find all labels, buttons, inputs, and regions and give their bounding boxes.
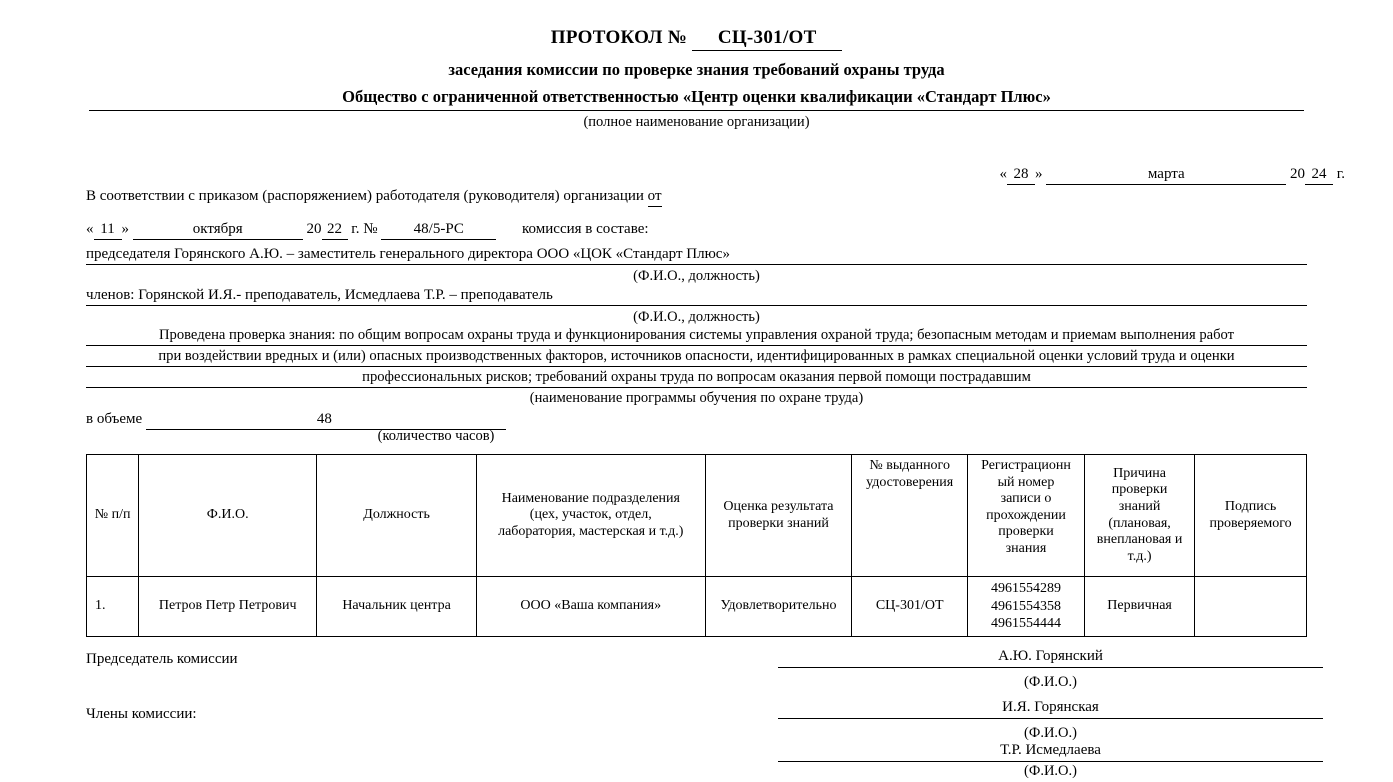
cell-department: ООО «Ваша компания» [476,577,705,637]
order-day-field[interactable]: 11 [94,221,122,240]
column-header-certificate [852,455,968,577]
order-intro-text: В соответствии с приказом (распоряжением) работодателя (руководителя) организации [86,188,644,204]
organization-caption: (полное наименование организации) [583,113,810,130]
column-header-registration-line-1: Регистрационн [981,458,1071,473]
column-header-registration [968,455,1085,577]
volume-value-field[interactable]: 48 [146,411,506,430]
column-header-number [87,455,139,577]
registration-number-3: 4961554444 [990,616,1061,632]
column-header-reason-line-2: знаний (плановая, [1108,498,1171,531]
members-line: членов: Горянской И.Я.- преподаватель, Исмедлаева Т.Р. – преподаватель [86,287,1307,306]
signature-caption-2: (Ф.И.О.) [1024,725,1077,741]
program-line-2: при воздействии вредных и (или) опасных производственных факторов, источников опасности, идентифицированных в рамках специальной оценки условий труда и оценки [86,348,1307,367]
signature-name-2: И.Я. Горянская [778,699,1323,719]
program-line-3: профессиональных рисков; требований охраны труда по вопросам оказания первой помощи пострадавшим [86,369,1307,388]
volume-caption: (количество часов) [377,428,495,444]
date-quote-open: « [999,166,1008,182]
document-date [1000,166,1345,185]
order-intro-tail: от [648,188,662,207]
column-header-fio-line-1: Ф.И.О. [206,507,249,523]
chairman-signature-label: Председатель комиссии [86,651,238,667]
column-header-reason [1084,455,1194,577]
program-caption: (наименование программы обучения по охране труда) [529,390,864,406]
date-year-prefix: 20 [1290,166,1306,182]
cell-signature[interactable] [1195,577,1307,637]
protocol-table [86,454,1307,637]
members-signature-label: Члены комиссии: [86,706,197,722]
order-month-field[interactable]: октября [133,221,303,240]
column-header-reason-line-1: Причина проверки [1111,465,1168,498]
order-year-suffix: г. № [351,221,378,237]
cell-fio: Петров Петр Петрович [139,577,317,637]
order-number-field[interactable]: 48/5-РС [381,221,496,240]
chairman-caption: (Ф.И.О., должность) [633,268,760,284]
program-line-1: Проведена проверка знания: по общим вопросам охраны труда и функционирования системы управления охраной труда; безопасным методам и приемам выполнения работ [86,327,1307,346]
date-day-field[interactable]: 28 [1007,166,1035,185]
volume-label: в объеме [86,411,143,427]
order-tail-text: комиссия в составе: [522,221,649,237]
cell-result: Удовлетворительно [705,577,852,637]
signature-caption-3: (Ф.И.О.) [1024,763,1077,779]
column-header-result-line-1: Оценка результата [723,498,834,514]
date-year-suffix: г. [1336,166,1345,182]
document-page [0,28,1393,782]
cell-certificate: СЦ-301/ОТ [852,577,968,637]
date-year-field[interactable]: 24 [1305,166,1333,185]
document-title [0,28,1393,51]
column-header-department-line-2: (цех, участок, отдел, [529,507,652,523]
column-header-reason-line-3: внеплановая и т.д.) [1096,532,1183,564]
column-header-number-line-1: № п/п [94,507,131,523]
column-header-certificate-line-2: удостоверения [866,474,954,490]
organization-name: Общество с ограниченной ответственностью «Центр оценки квалификации «Стандарт Плюс» [89,88,1304,111]
signature-caption-1: (Ф.И.О.) [1024,674,1077,690]
cell-position: Начальник центра [317,577,477,637]
order-intro-line [86,188,662,207]
document-title-prefix: ПРОТОКОЛ № [550,27,688,48]
date-quote-close: » [1035,166,1043,182]
cell-number: 1. [87,577,139,637]
members-caption: (Ф.И.О., должность) [633,309,760,325]
registration-number-1: 4961554289 [990,581,1061,597]
cell-registration-numbers [968,577,1085,637]
column-header-signature-line-2: проверяемого [1209,515,1292,531]
column-header-registration-line-6: знания [1005,540,1047,556]
column-header-certificate-line-1: № выданного [869,458,950,473]
document-subtitle: заседания комиссии по проверке знания требований охраны труда [448,59,945,79]
registration-number-2: 4961554358 [990,598,1061,614]
column-header-department-line-1: Наименование подразделения [501,490,680,506]
column-header-registration-line-2: ый номер [997,474,1055,490]
column-header-position-line-1: Должность [363,507,430,523]
chairman-line: председателя Горянского А.Ю. – заместитель генерального директора ООО «ЦОК «Стандарт Плюс» [86,246,1307,265]
signature-name-1: А.Ю. Горянский [778,648,1323,668]
cell-reason: Первичная [1084,577,1194,637]
order-quote-open: « [86,221,94,237]
column-header-registration-line-5: проверки [998,524,1054,540]
column-header-fio [139,455,317,577]
column-header-department-line-3: лаборатория, мастерская и т.д.) [498,523,684,539]
column-header-registration-line-3: записи о [1000,491,1052,507]
table-row [87,577,1307,637]
column-header-signature-line-1: Подпись [1224,498,1277,514]
order-quote-close: » [121,221,129,237]
column-header-signature [1195,455,1307,577]
table-header-row [87,455,1307,577]
column-header-result [705,455,852,577]
column-header-registration-line-4: прохождении [986,507,1066,523]
order-year-field[interactable]: 22 [322,221,348,240]
column-header-department [476,455,705,577]
order-year-prefix: 20 [306,221,322,237]
signature-name-3: Т.Р. Исмедлаева [778,742,1323,762]
column-header-position [317,455,477,577]
date-month-field[interactable]: марта [1046,166,1286,185]
order-date-line [86,221,649,240]
column-header-result-line-2: проверки знаний [728,515,829,531]
protocol-number-field[interactable]: СЦ-301/ОТ [692,28,842,51]
